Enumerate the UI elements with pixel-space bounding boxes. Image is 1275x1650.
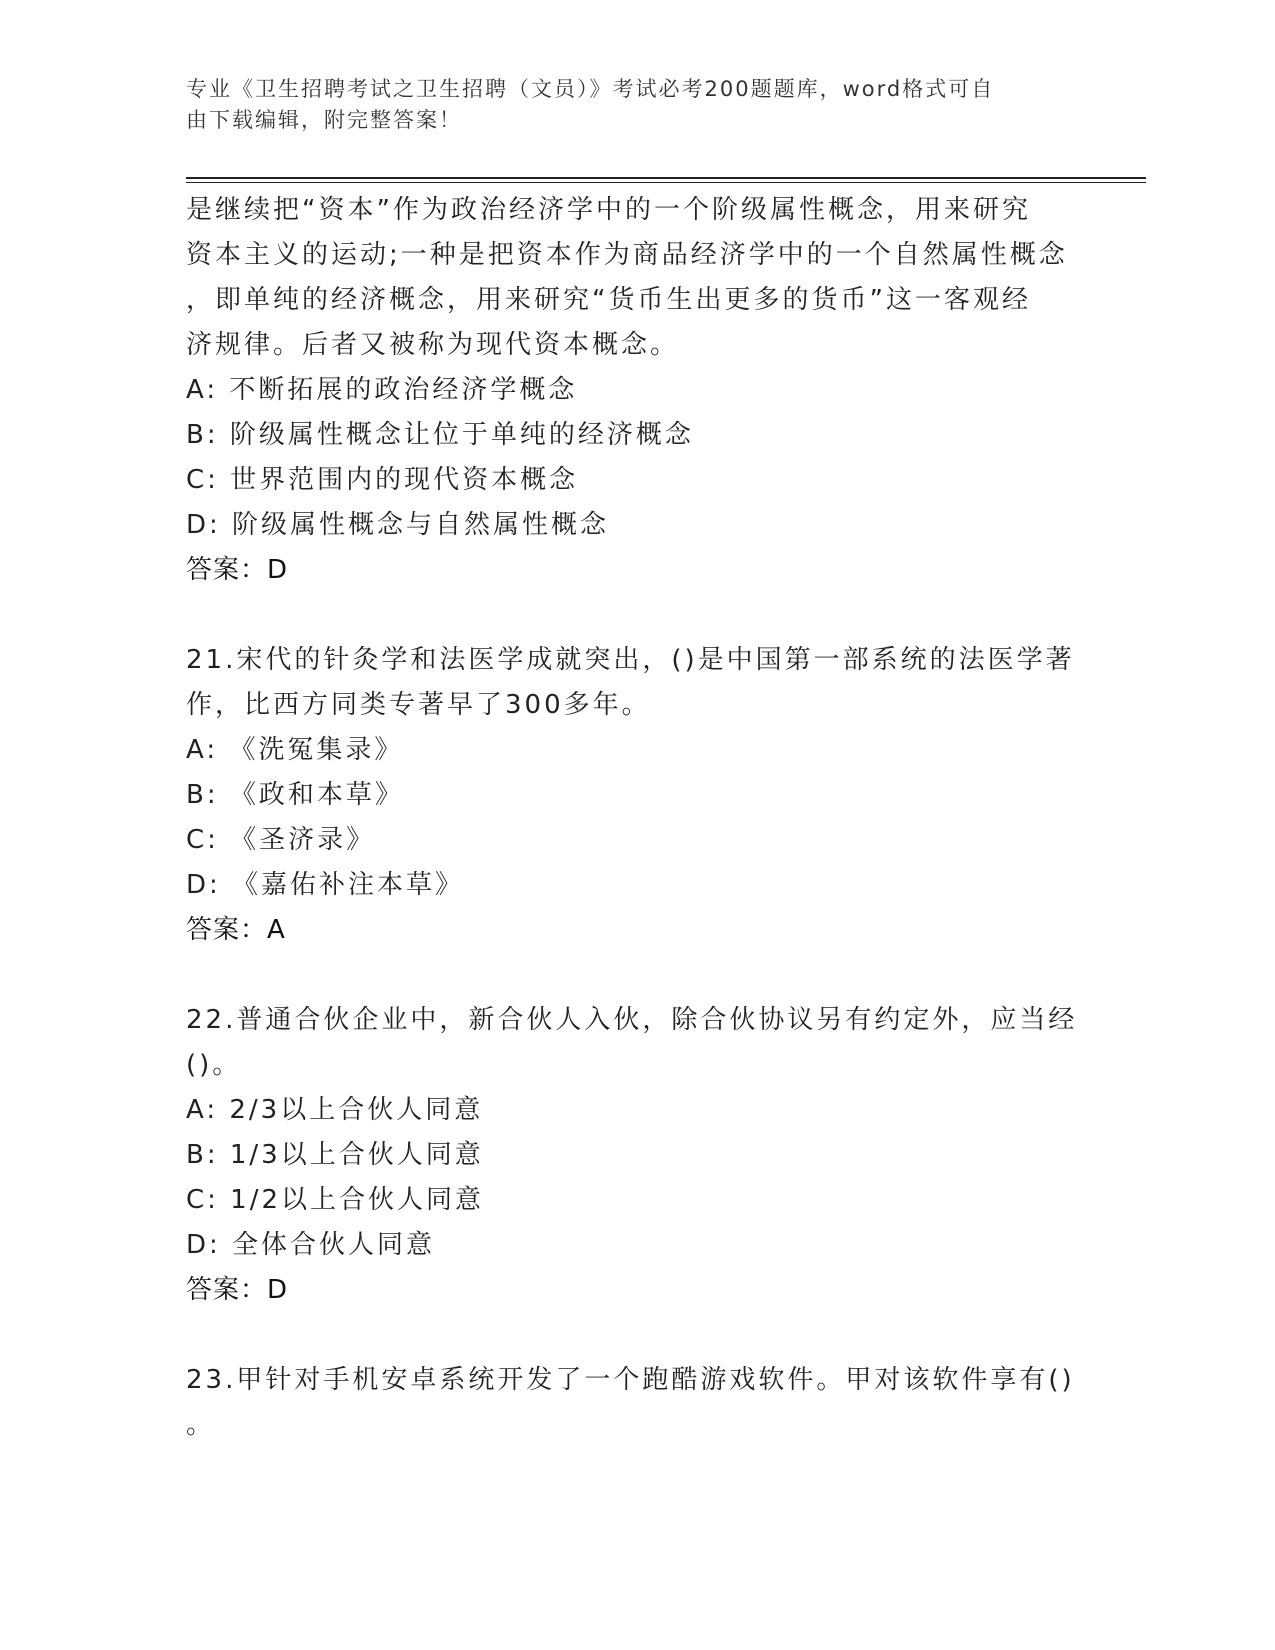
question-23: [186, 1358, 1086, 1448]
option-b: B: 阶级属性概念让位于单纯的经济概念: [186, 420, 694, 450]
question-text-line: 。: [186, 1410, 216, 1440]
question-prev: [186, 188, 1086, 593]
question-21: [186, 638, 1086, 953]
spacer: [186, 593, 1086, 638]
answer-line: 答案：D: [186, 555, 289, 585]
question-text-line: ，即单纯的经济概念，用来研究“货币生出更多的货币”这一客观经: [186, 285, 1031, 315]
option-b: B: 《政和本草》: [186, 780, 404, 810]
question-text-line: 资本主义的运动;一种是把资本作为商品经济学中的一个自然属性概念: [186, 240, 1068, 270]
question-22: [186, 998, 1086, 1313]
answer-line: 答案：D: [186, 1275, 289, 1305]
question-text-line: 22.普通合伙企业中，新合伙人入伙，除合伙协议另有约定外，应当经: [186, 1005, 1078, 1035]
option-b: B: 1/3以上合伙人同意: [186, 1140, 484, 1170]
spacer: [186, 953, 1086, 998]
question-content: [186, 188, 1086, 1448]
header-line-2: 由下载编辑，附完整答案！: [186, 108, 462, 132]
option-a: A: 《洗冤集录》: [186, 735, 404, 765]
option-a: A: 2/3以上合伙人同意: [186, 1095, 484, 1125]
option-a: A: 不断拓展的政治经济学概念: [186, 375, 578, 405]
header-rule-thin: [186, 182, 1146, 183]
option-c: C: 《圣济录》: [186, 825, 376, 855]
question-text-line: 21.宋代的针灸学和法医学成就突出，()是中国第一部系统的法医学著: [186, 645, 1075, 675]
option-d: D: 全体合伙人同意: [186, 1230, 436, 1260]
question-text-line: 是继续把“资本”作为政治经济学中的一个阶级属性概念，用来研究: [186, 195, 1031, 225]
question-text-line: 23.甲针对手机安卓系统开发了一个跑酷游戏软件。甲对该软件享有(): [186, 1365, 1075, 1395]
answer-line: 答案：A: [186, 915, 286, 945]
spacer: [186, 1313, 1086, 1358]
question-text-line: ()。: [186, 1050, 242, 1080]
document-header: [186, 74, 1066, 136]
option-d: D: 《嘉佑补注本草》: [186, 870, 465, 900]
header-line-1: 专业《卫生招聘考试之卫生招聘（文员）》考试必考200题题库，word格式可自: [186, 77, 995, 101]
question-text-line: 济规律。后者又被称为现代资本概念。: [186, 330, 680, 360]
option-c: C: 1/2以上合伙人同意: [186, 1185, 485, 1215]
option-c: C: 世界范围内的现代资本概念: [186, 465, 579, 495]
header-rule-thick: [186, 177, 1146, 179]
question-text-line: 作，比西方同类专著早了300多年。: [186, 690, 651, 720]
option-d: D: 阶级属性概念与自然属性概念: [186, 510, 610, 540]
